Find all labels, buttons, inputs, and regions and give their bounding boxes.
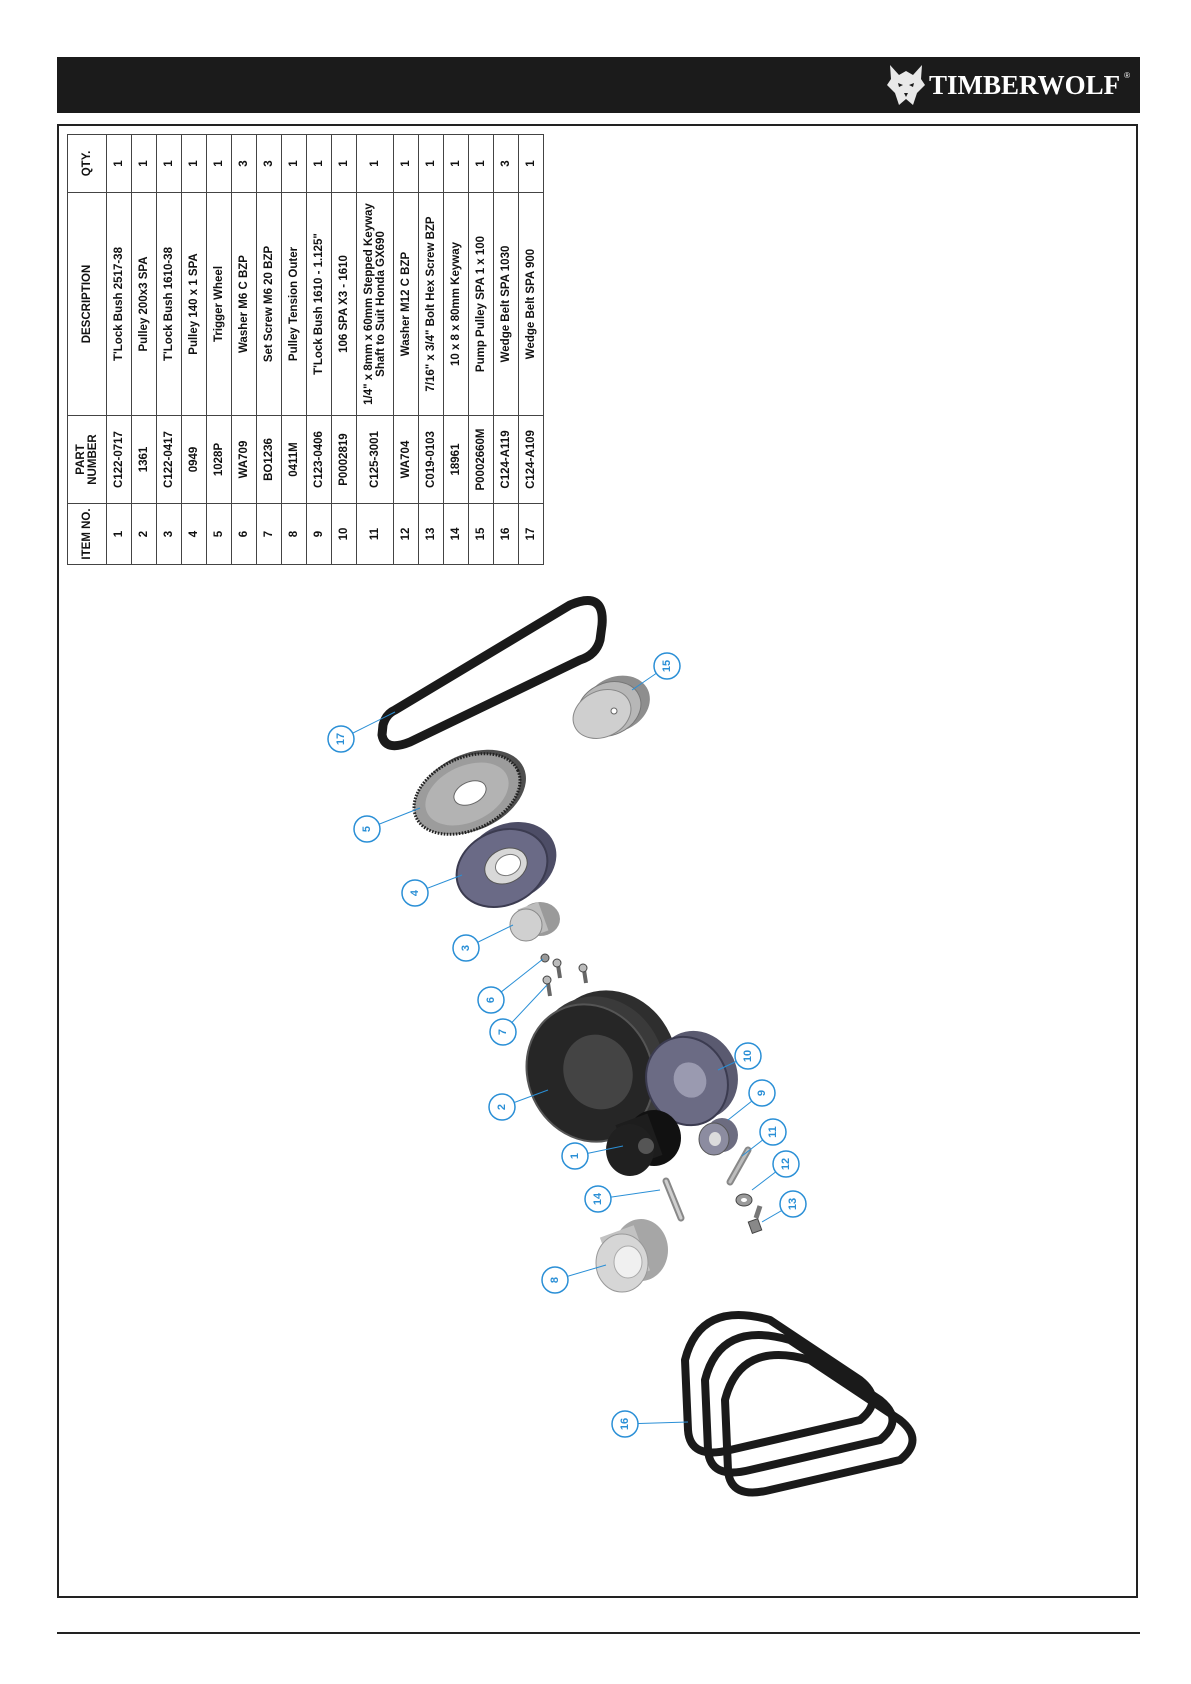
registered-mark: ® <box>1124 70 1130 80</box>
cell-qty: 1 <box>357 135 394 193</box>
cell-qty: 3 <box>494 135 519 193</box>
callout-14 <box>585 1186 660 1212</box>
cell-qty: 3 <box>257 135 282 193</box>
callout-number: 3 <box>460 944 472 952</box>
cell-item-no: 8 <box>282 504 307 565</box>
cell-item-no: 12 <box>394 504 419 565</box>
bush-3 <box>510 902 560 941</box>
cell-part-number: WA704 <box>394 416 419 504</box>
cell-item-no: 11 <box>357 504 394 565</box>
cell-qty: 1 <box>182 135 207 193</box>
header-part-number: PART NUMBER <box>68 416 107 504</box>
belts-16 <box>685 1315 913 1493</box>
cell-part-number: BO1236 <box>257 416 282 504</box>
cell-part-number: 0949 <box>182 416 207 504</box>
callout-11 <box>742 1119 786 1156</box>
callout-number: 10 <box>742 1049 754 1063</box>
callout-number: 9 <box>756 1089 768 1097</box>
cell-description: Washer M12 C BZP <box>394 193 419 416</box>
callout-number: 6 <box>485 996 497 1004</box>
cell-qty: 1 <box>107 135 132 193</box>
callout-16 <box>612 1411 688 1437</box>
cell-qty: 3 <box>232 135 257 193</box>
cell-item-no: 2 <box>132 504 157 565</box>
cell-description: 106 SPA X3 - 1610 <box>332 193 357 416</box>
callout-6 <box>478 959 543 1013</box>
header-description: DESCRIPTION <box>68 193 107 416</box>
cell-part-number: C122-0717 <box>107 416 132 504</box>
cell-description: Pulley 140 x 1 SPA <box>182 193 207 416</box>
cell-description: Set Screw M6 20 BZP <box>257 193 282 416</box>
cell-item-no: 9 <box>307 504 332 565</box>
callout-number: 5 <box>361 825 373 833</box>
cell-part-number: WA709 <box>232 416 257 504</box>
callout-number: 7 <box>497 1028 509 1036</box>
cell-item-no: 15 <box>469 504 494 565</box>
cell-qty: 1 <box>469 135 494 193</box>
cell-item-no: 7 <box>257 504 282 565</box>
cell-part-number: C124-A109 <box>519 416 544 504</box>
cell-part-number: 1028P <box>207 416 232 504</box>
cell-item-no: 17 <box>519 504 544 565</box>
cell-item-no: 6 <box>232 504 257 565</box>
cell-qty: 1 <box>282 135 307 193</box>
cell-description: T'Lock Bush 1610 - 1.125" <box>307 193 332 416</box>
bolt-13 <box>748 1206 762 1233</box>
cell-part-number: C019-0103 <box>419 416 444 504</box>
cell-description: T'Lock Bush 2517-38 <box>107 193 132 416</box>
cell-description: 1/4" x 8mm x 60mm Stepped Keyway Shaft to Suit Honda GX690 <box>357 193 394 416</box>
cell-description: T'Lock Bush 1610-38 <box>157 193 182 416</box>
cell-qty: 1 <box>207 135 232 193</box>
cell-description: Wedge Belt SPA 900 <box>519 193 544 416</box>
cell-description: Washer M6 C BZP <box>232 193 257 416</box>
cell-qty: 1 <box>519 135 544 193</box>
belt-17 <box>382 601 602 746</box>
keyway-shaft-11 <box>730 1150 748 1182</box>
callout-5 <box>354 808 420 842</box>
callout-12 <box>752 1151 799 1190</box>
callout-3 <box>453 925 513 961</box>
pulley-tension-outer-8 <box>596 1219 668 1292</box>
callout-number: 1 <box>569 1152 581 1160</box>
cell-part-number: 0411M <box>282 416 307 504</box>
callout-4 <box>402 875 462 906</box>
cell-item-no: 16 <box>494 504 519 565</box>
keyway-14 <box>666 1181 681 1218</box>
cell-qty: 1 <box>444 135 469 193</box>
cell-item-no: 1 <box>107 504 132 565</box>
callout-number: 2 <box>496 1103 508 1111</box>
cell-item-no: 5 <box>207 504 232 565</box>
callout-number: 14 <box>592 1192 604 1206</box>
cell-qty: 1 <box>419 135 444 193</box>
cell-qty: 1 <box>157 135 182 193</box>
cell-item-no: 4 <box>182 504 207 565</box>
callout-number: 12 <box>780 1157 792 1171</box>
cell-part-number: C122-0417 <box>157 416 182 504</box>
callout-number: 16 <box>619 1417 631 1431</box>
cell-part-number: C125-3001 <box>357 416 394 504</box>
cell-part-number: 18961 <box>444 416 469 504</box>
washer-12 <box>736 1194 752 1206</box>
cell-description: Pulley Tension Outer <box>282 193 307 416</box>
header-item-no: ITEM NO. <box>68 504 107 565</box>
bush-9 <box>699 1118 738 1155</box>
cell-part-number: C123-0406 <box>307 416 332 504</box>
callout-number: 15 <box>661 659 673 673</box>
cell-qty: 1 <box>394 135 419 193</box>
cell-item-no: 3 <box>157 504 182 565</box>
cell-part-number: P0002660M <box>469 416 494 504</box>
pump-pulley-15 <box>565 665 659 747</box>
header-qty: QTY. <box>68 135 107 193</box>
callout-number: 4 <box>409 889 421 897</box>
callout-number: 13 <box>787 1197 799 1211</box>
screws-washers-6-7 <box>541 954 587 996</box>
callout-number: 11 <box>767 1126 779 1138</box>
cell-item-no: 10 <box>332 504 357 565</box>
cell-description: Pulley 200x3 SPA <box>132 193 157 416</box>
footer-divider <box>57 1632 1140 1634</box>
cell-qty: 1 <box>307 135 332 193</box>
cell-qty: 1 <box>332 135 357 193</box>
callout-number: 17 <box>335 732 347 746</box>
cell-item-no: 14 <box>444 504 469 565</box>
cell-description: Pump Pulley SPA 1 x 100 <box>469 193 494 416</box>
callout-number: 8 <box>549 1276 561 1284</box>
callout-13 <box>762 1191 806 1222</box>
cell-description: Wedge Belt SPA 1030 <box>494 193 519 416</box>
cell-part-number: C124-A119 <box>494 416 519 504</box>
cell-part-number: P0002819 <box>332 416 357 504</box>
cell-description: Trigger Wheel <box>207 193 232 416</box>
cell-description: 10 x 8 x 80mm Keyway <box>444 193 469 416</box>
cell-qty: 1 <box>132 135 157 193</box>
cell-item-no: 13 <box>419 504 444 565</box>
cell-part-number: 1361 <box>132 416 157 504</box>
brand-name: TIMBERWOLF <box>929 69 1121 100</box>
cell-description: 7/16" x 3/4" Bolt Hex Screw BZP <box>419 193 444 416</box>
